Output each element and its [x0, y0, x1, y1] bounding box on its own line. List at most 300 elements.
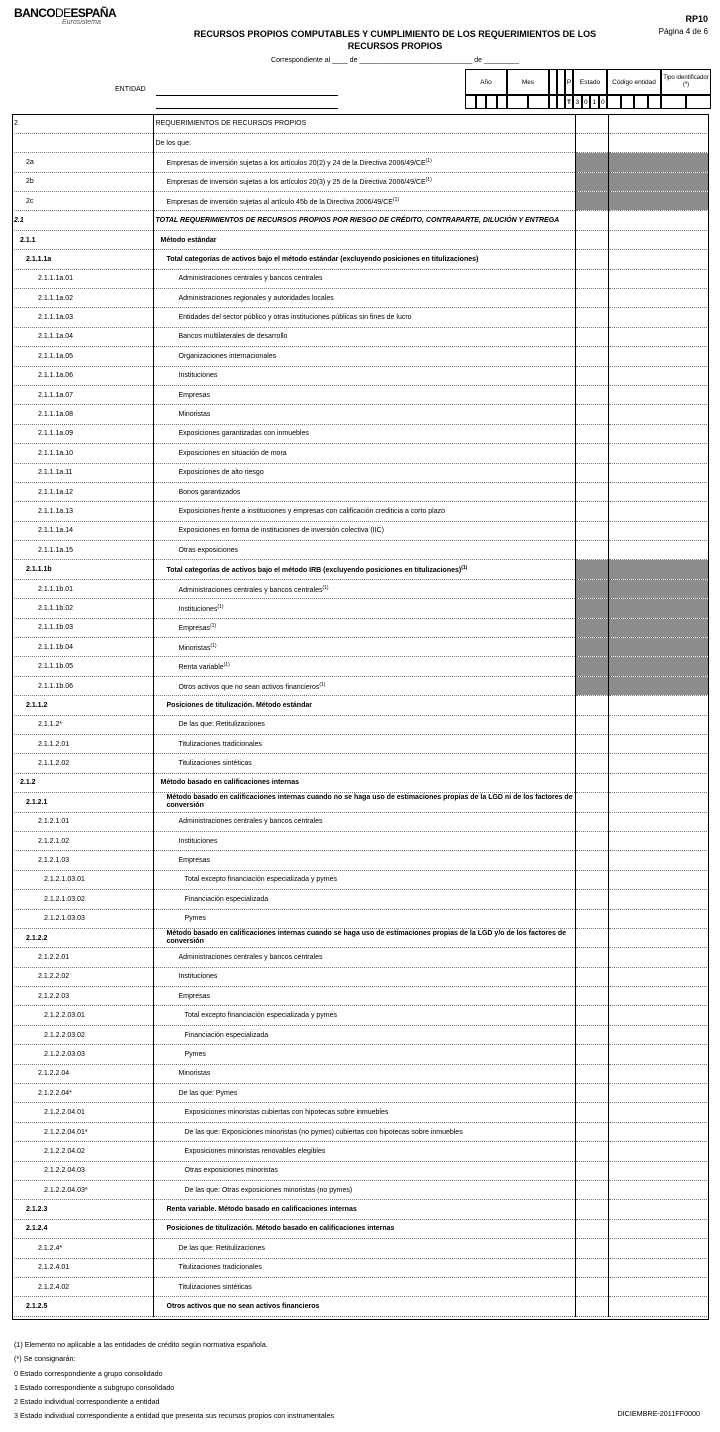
row-code — [12, 250, 153, 269]
value-cell-1[interactable] — [575, 405, 608, 424]
value-cell-2[interactable] — [608, 114, 709, 133]
footer-version: DICIEMBRE-2011FF0000 — [617, 1409, 700, 1418]
value-cell-2[interactable] — [608, 444, 709, 463]
value-cell-1[interactable] — [575, 928, 608, 947]
value-cell-2[interactable] — [608, 1180, 709, 1199]
value-cell-1[interactable] — [575, 366, 608, 385]
row-code — [12, 1103, 153, 1122]
row-code — [12, 1006, 153, 1025]
row-description — [153, 347, 575, 366]
row-description-text: Otros activos que no sean activos financieros — [166, 1303, 320, 1311]
row-description-text: Minoristas — [178, 644, 211, 652]
value-cell-1[interactable] — [575, 1297, 608, 1316]
row-code — [12, 1045, 153, 1064]
row-description — [153, 1258, 575, 1277]
row-description-text: Total categorías de activos bajo el método IRB (excluyendo posiciones en titulizaciones) — [166, 567, 462, 575]
row-description — [153, 269, 575, 288]
row-code — [12, 385, 153, 404]
row-code — [12, 1200, 153, 1219]
value-cell-2[interactable] — [608, 463, 709, 482]
table-row — [12, 1084, 709, 1103]
row-code — [12, 502, 153, 521]
table-row — [12, 211, 709, 230]
value-cell-2[interactable] — [608, 1025, 709, 1044]
row-description — [153, 715, 575, 734]
value-cell-2[interactable] — [608, 909, 709, 928]
value-cell-1[interactable] — [575, 715, 608, 734]
row-description-text: Administraciones centrales y bancos centrales — [178, 818, 323, 826]
table-row — [12, 1025, 709, 1044]
row-code — [12, 812, 153, 831]
row-description — [153, 560, 575, 579]
row-description — [153, 1180, 575, 1199]
row-code — [12, 657, 153, 676]
row-description — [153, 1084, 575, 1103]
value-cell-2[interactable] — [608, 1064, 709, 1083]
value-cell-2[interactable] — [608, 308, 709, 327]
row-code — [12, 289, 153, 308]
row-description — [153, 793, 575, 812]
row-code — [12, 424, 153, 443]
value-cell-1 — [575, 618, 608, 637]
value-cell-1[interactable] — [575, 754, 608, 773]
value-cell-2[interactable] — [608, 230, 709, 249]
value-cell-2[interactable] — [608, 967, 709, 986]
row-code — [12, 1277, 153, 1296]
value-cell-2[interactable] — [608, 521, 709, 540]
table-row — [12, 192, 709, 211]
value-cell-2[interactable] — [608, 1142, 709, 1161]
table-row — [12, 405, 709, 424]
value-cell-2 — [608, 657, 709, 676]
row-code-text: 2.1.1.1a.02 — [38, 294, 74, 302]
value-cell-1[interactable] — [575, 812, 608, 831]
value-cell-2[interactable] — [608, 890, 709, 909]
tipo-digit-2[interactable] — [686, 95, 711, 109]
value-cell-2[interactable] — [608, 289, 709, 308]
row-description-text: Empresas de inversión sujetas a los artículos 20(2) y 24 de la Directiva 2006/49/CE — [166, 159, 426, 167]
footnote-reference: (1) — [210, 623, 217, 630]
row-description — [153, 948, 575, 967]
row-code — [12, 269, 153, 288]
row-description-text: Empresas de inversión sujetas a los artículos 20(3) y 25 de la Directiva 2006/49/CE — [166, 179, 426, 187]
row-description — [153, 909, 575, 928]
blank-cell-1[interactable] — [549, 95, 557, 109]
value-cell-2[interactable] — [608, 696, 709, 715]
row-code-text: 2.1.1.1b.06 — [38, 682, 74, 690]
row-description-text: De las que: Retitulizaciones — [178, 1244, 265, 1252]
row-description-text: Total categorías de activos bajo el método estándar (excluyendo posiciones en titulizaciones) — [166, 255, 479, 263]
year-digit-1[interactable] — [465, 95, 476, 109]
row-code — [12, 599, 153, 618]
row-code — [12, 133, 153, 152]
row-code-text: 2.1.2.2.03.02 — [44, 1031, 85, 1039]
row-description-text: Otras exposiciones — [178, 546, 239, 554]
value-cell-1[interactable] — [575, 230, 608, 249]
value-cell-2[interactable] — [608, 773, 709, 792]
row-code-text: 2.1.2.4* — [38, 1244, 63, 1252]
value-cell-2[interactable] — [608, 385, 709, 404]
row-description — [153, 599, 575, 618]
row-code — [12, 1297, 153, 1316]
row-description — [153, 1219, 575, 1238]
document-title: RECURSOS PROPIOS COMPUTABLES Y CUMPLIMIENTO DE LOS REQUERIMIENTOS DE LOS RECURSOS PROPIOS — [193, 29, 597, 51]
value-cell-2[interactable] — [608, 1006, 709, 1025]
row-description-text: Método estándar — [160, 236, 217, 244]
value-cell-2[interactable] — [608, 870, 709, 889]
form-code: RP10 — [685, 14, 708, 24]
value-cell-2 — [608, 192, 709, 211]
row-description-text: Empresas — [178, 992, 211, 1000]
table-row — [12, 385, 709, 404]
row-code-text: 2.1.2.2.04* — [38, 1089, 72, 1097]
row-description-text: Exposiciones minoristas renovables elegibles — [184, 1147, 326, 1155]
year-header: Año — [465, 69, 507, 95]
value-cell-1[interactable] — [575, 502, 608, 521]
value-cell-2[interactable] — [608, 928, 709, 947]
value-cell-2[interactable] — [608, 424, 709, 443]
table-row — [12, 1103, 709, 1122]
codigo-entidad-header: Código entidad — [607, 69, 661, 95]
value-cell-1[interactable] — [575, 851, 608, 870]
row-code-text: 2.1.2.2.04.01 — [44, 1109, 85, 1117]
banco-de-espana-logo — [14, 6, 116, 26]
value-cell-1 — [575, 579, 608, 598]
table-row — [12, 715, 709, 734]
table-row — [12, 1200, 709, 1219]
row-description-text: Instituciones — [178, 973, 218, 981]
row-description — [153, 482, 575, 501]
row-description — [153, 250, 575, 269]
year-digit-2[interactable] — [476, 95, 486, 109]
p-value: T — [565, 95, 573, 109]
row-code-text: 2 — [14, 119, 18, 127]
table-row — [12, 269, 709, 288]
row-code-text: 2.1.2.1.03.01 — [44, 876, 85, 884]
value-cell-2[interactable] — [608, 793, 709, 812]
codigo-digit-4[interactable] — [648, 95, 662, 109]
row-code-text: 2.1.1.1a.13 — [38, 508, 74, 515]
row-code — [12, 967, 153, 986]
row-description — [153, 172, 575, 191]
footnote-reference: (1) — [319, 681, 326, 688]
row-description-text: Exposiciones garantizadas con inmuebles — [178, 430, 309, 438]
value-cell-1[interactable] — [575, 793, 608, 812]
value-cell-2[interactable] — [608, 754, 709, 773]
row-description-text: Método basado en calificaciones internas cuando se haga uso de estimaciones propias de la LGD y/o de los factores de conversión — [166, 930, 567, 946]
value-cell-2[interactable] — [608, 1277, 709, 1296]
row-code — [12, 541, 153, 560]
value-cell-1[interactable] — [575, 735, 608, 754]
row-code — [12, 676, 153, 695]
row-description — [153, 230, 575, 249]
value-cell-2[interactable] — [608, 269, 709, 288]
value-cell-2[interactable] — [608, 482, 709, 501]
value-cell-1[interactable] — [575, 347, 608, 366]
value-cell-2[interactable] — [608, 812, 709, 831]
value-cell-2[interactable] — [608, 502, 709, 521]
row-code-text: 2.1.1.1a.09 — [38, 430, 74, 438]
value-cell-1[interactable] — [575, 890, 608, 909]
value-cell-2[interactable] — [608, 735, 709, 754]
row-description — [153, 289, 575, 308]
entity-label: ENTIDAD — [115, 86, 146, 93]
row-code-text: 2.1.2.3 — [26, 1206, 48, 1214]
value-cell-1[interactable] — [575, 133, 608, 152]
estado-header: Estado — [573, 69, 607, 95]
tipo-digit-1[interactable] — [661, 95, 686, 109]
value-cell-1[interactable] — [575, 463, 608, 482]
row-description — [153, 1200, 575, 1219]
row-code — [12, 308, 153, 327]
month-header: Mes — [507, 69, 549, 95]
value-cell-2[interactable] — [608, 1219, 709, 1238]
value-cell-1[interactable] — [575, 1122, 608, 1141]
value-cell-2[interactable] — [608, 948, 709, 967]
row-code-text: 2.1.2.2.01 — [38, 953, 70, 961]
value-cell-1[interactable] — [575, 1045, 608, 1064]
value-cell-1 — [575, 172, 608, 191]
year-digit-3[interactable] — [486, 95, 497, 109]
row-description-text: Empresas — [178, 391, 211, 399]
row-code-text: 2.1.2.2.03 — [38, 992, 70, 1000]
table-row — [12, 289, 709, 308]
row-description — [153, 1297, 575, 1316]
value-cell-2[interactable] — [608, 1084, 709, 1103]
value-cell-1[interactable] — [575, 870, 608, 889]
value-cell-1[interactable] — [575, 1239, 608, 1258]
page-number: Página 4 de 6 — [658, 27, 708, 36]
value-cell-2[interactable] — [608, 541, 709, 560]
value-cell-2[interactable] — [608, 1122, 709, 1141]
footnote-1: (1) Elemento no aplicable a las entidades de crédito según normativa española. — [14, 1340, 268, 1349]
entity-field-line-2[interactable] — [156, 107, 338, 109]
value-cell-2[interactable] — [608, 1239, 709, 1258]
row-description — [153, 579, 575, 598]
table-row — [12, 347, 709, 366]
row-description — [153, 1025, 575, 1044]
value-cell-1[interactable] — [575, 696, 608, 715]
table-row — [12, 870, 709, 889]
row-description-text: Instituciones — [178, 837, 218, 845]
table-row — [12, 890, 709, 909]
row-code-text: 2.1.1.1b.01 — [38, 585, 74, 593]
row-code-text: 2.1.2 — [20, 779, 36, 787]
table-row — [12, 1258, 709, 1277]
row-code-text: 2.1.1.1b — [26, 566, 52, 574]
row-description-text: Administraciones centrales y bancos centrales — [178, 953, 323, 961]
row-code-text: 2.1.2.2.04 — [38, 1070, 70, 1078]
row-code-text: 2.1.1.1b.04 — [38, 643, 74, 651]
table-row — [12, 153, 709, 172]
table-row — [12, 1045, 709, 1064]
row-description — [153, 696, 575, 715]
footnote-5: 2 Estado individual correspondiente a entidad — [14, 1397, 160, 1407]
value-cell-2[interactable] — [608, 1200, 709, 1219]
row-description-text: REQUERIMIENTOS DE RECURSOS PROPIOS — [155, 119, 307, 127]
value-cell-2[interactable] — [608, 987, 709, 1006]
estado-digit-3: 1 — [590, 95, 599, 109]
value-cell-1[interactable] — [575, 327, 608, 346]
value-cell-2[interactable] — [608, 715, 709, 734]
table-row — [12, 754, 709, 773]
row-code-text: 2.1.1.1a.14 — [38, 527, 74, 535]
row-description — [153, 1103, 575, 1122]
row-description-text: TOTAL REQUERIMIENTOS DE RECURSOS PROPIOS POR RIESGO DE CRÉDITO, CONTRAPARTE, DILUCIÓN Y ENTREGA — [155, 216, 560, 224]
value-cell-2[interactable] — [608, 366, 709, 385]
codigo-digit-1[interactable] — [607, 95, 621, 109]
value-cell-1[interactable] — [575, 1103, 608, 1122]
row-description-text: De las que: Pymes — [178, 1089, 238, 1097]
row-code-text: 2.1.1.1a — [26, 255, 52, 263]
value-cell-1[interactable] — [575, 1142, 608, 1161]
value-cell-1[interactable] — [575, 211, 608, 230]
value-cell-2 — [608, 579, 709, 598]
row-description-text: Financiación especializada — [184, 1031, 269, 1039]
row-code — [12, 1180, 153, 1199]
value-cell-2[interactable] — [608, 133, 709, 152]
row-code — [12, 715, 153, 734]
row-description — [153, 735, 575, 754]
table-row — [12, 812, 709, 831]
row-code — [12, 172, 153, 191]
row-code — [12, 114, 153, 133]
footnote-3: 0 Estado correspondiente a grupo consolidado — [14, 1368, 163, 1378]
value-cell-2[interactable] — [608, 1103, 709, 1122]
value-cell-2[interactable] — [608, 1258, 709, 1277]
value-cell-1[interactable] — [575, 482, 608, 501]
row-code-text: 2.1.1.1a.04 — [38, 333, 74, 341]
value-cell-1[interactable] — [575, 1084, 608, 1103]
table-row — [12, 657, 709, 676]
row-description-text: Financiación especializada — [184, 895, 269, 903]
row-description — [153, 754, 575, 773]
table-row — [12, 735, 709, 754]
value-cell-2 — [608, 638, 709, 657]
value-cell-2 — [608, 172, 709, 191]
row-code — [12, 1219, 153, 1238]
value-cell-1[interactable] — [575, 1258, 608, 1277]
value-cell-1[interactable] — [575, 1161, 608, 1180]
value-cell-2[interactable] — [608, 1161, 709, 1180]
value-cell-1[interactable] — [575, 385, 608, 404]
codigo-digit-3[interactable] — [634, 95, 648, 109]
row-code-text: 2b — [26, 178, 34, 186]
row-description-text: Administraciones centrales y bancos centrales — [178, 586, 323, 594]
row-description-text: De los que: — [155, 139, 191, 147]
value-cell-2[interactable] — [608, 1297, 709, 1316]
blank-cell-2[interactable] — [557, 95, 565, 109]
footnote-reference: (1) — [392, 196, 400, 203]
value-cell-1 — [575, 657, 608, 676]
year-digit-4[interactable] — [497, 95, 507, 109]
value-cell-1[interactable] — [575, 250, 608, 269]
value-cell-1[interactable] — [575, 987, 608, 1006]
row-description-text: Instituciones — [178, 605, 218, 613]
table-row — [12, 133, 709, 152]
value-cell-1[interactable] — [575, 1006, 608, 1025]
table-row — [12, 1122, 709, 1141]
row-description-text: Organizaciones internacionales — [178, 352, 277, 360]
value-cell-1[interactable] — [575, 948, 608, 967]
row-description — [153, 521, 575, 540]
blank-header-1 — [549, 69, 557, 95]
row-code — [12, 405, 153, 424]
value-cell-1[interactable] — [575, 521, 608, 540]
value-cell-1[interactable] — [575, 1064, 608, 1083]
value-cell-1[interactable] — [575, 1025, 608, 1044]
month-digit-1[interactable] — [507, 95, 528, 109]
table-row — [12, 482, 709, 501]
value-cell-1[interactable] — [575, 308, 608, 327]
row-code — [12, 192, 153, 211]
value-cell-2[interactable] — [608, 211, 709, 230]
value-cell-2[interactable] — [608, 250, 709, 269]
month-digit-2[interactable] — [528, 95, 549, 109]
row-description — [153, 851, 575, 870]
row-code — [12, 482, 153, 501]
row-description — [153, 1239, 575, 1258]
value-cell-1 — [575, 153, 608, 172]
value-cell-1[interactable] — [575, 1219, 608, 1238]
table-row — [12, 773, 709, 792]
value-cell-1[interactable] — [575, 1200, 608, 1219]
value-cell-2[interactable] — [608, 347, 709, 366]
value-cell-2[interactable] — [608, 1045, 709, 1064]
value-cell-2[interactable] — [608, 831, 709, 850]
row-description — [153, 812, 575, 831]
row-code — [12, 793, 153, 812]
table-row — [12, 541, 709, 560]
value-cell-1[interactable] — [575, 831, 608, 850]
codigo-digit-2[interactable] — [621, 95, 635, 109]
row-code — [12, 366, 153, 385]
table-row — [12, 114, 709, 133]
row-code — [12, 754, 153, 773]
table-row — [12, 521, 709, 540]
row-code-text: 2.1.2.2.04.03* — [44, 1186, 88, 1194]
row-code-text: 2.1.1.1b.02 — [38, 604, 74, 612]
table-row — [12, 793, 709, 812]
value-cell-2[interactable] — [608, 405, 709, 424]
value-cell-1[interactable] — [575, 424, 608, 443]
table-row — [12, 560, 709, 579]
value-cell-1[interactable] — [575, 1277, 608, 1296]
value-cell-2[interactable] — [608, 851, 709, 870]
row-code — [12, 1239, 153, 1258]
value-cell-1[interactable] — [575, 909, 608, 928]
value-cell-1[interactable] — [575, 773, 608, 792]
value-cell-1[interactable] — [575, 541, 608, 560]
row-code-text: 2.1.1.1a.07 — [38, 391, 74, 399]
entity-field-line-1[interactable] — [156, 94, 338, 96]
value-cell-1[interactable] — [575, 269, 608, 288]
row-code — [12, 347, 153, 366]
value-cell-1[interactable] — [575, 444, 608, 463]
value-cell-1[interactable] — [575, 1180, 608, 1199]
value-cell-1[interactable] — [575, 967, 608, 986]
table-row — [12, 1142, 709, 1161]
table-row — [12, 250, 709, 269]
value-cell-1[interactable] — [575, 114, 608, 133]
value-cell-1[interactable] — [575, 289, 608, 308]
row-description — [153, 1006, 575, 1025]
row-description — [153, 987, 575, 1006]
row-description-text: Titulizaciones sintéticas — [178, 760, 252, 768]
row-code-text: 2.1.2.1.01 — [38, 818, 70, 826]
value-cell-2[interactable] — [608, 327, 709, 346]
row-description-text: Bancos multilaterales de desarrollo — [178, 333, 288, 341]
